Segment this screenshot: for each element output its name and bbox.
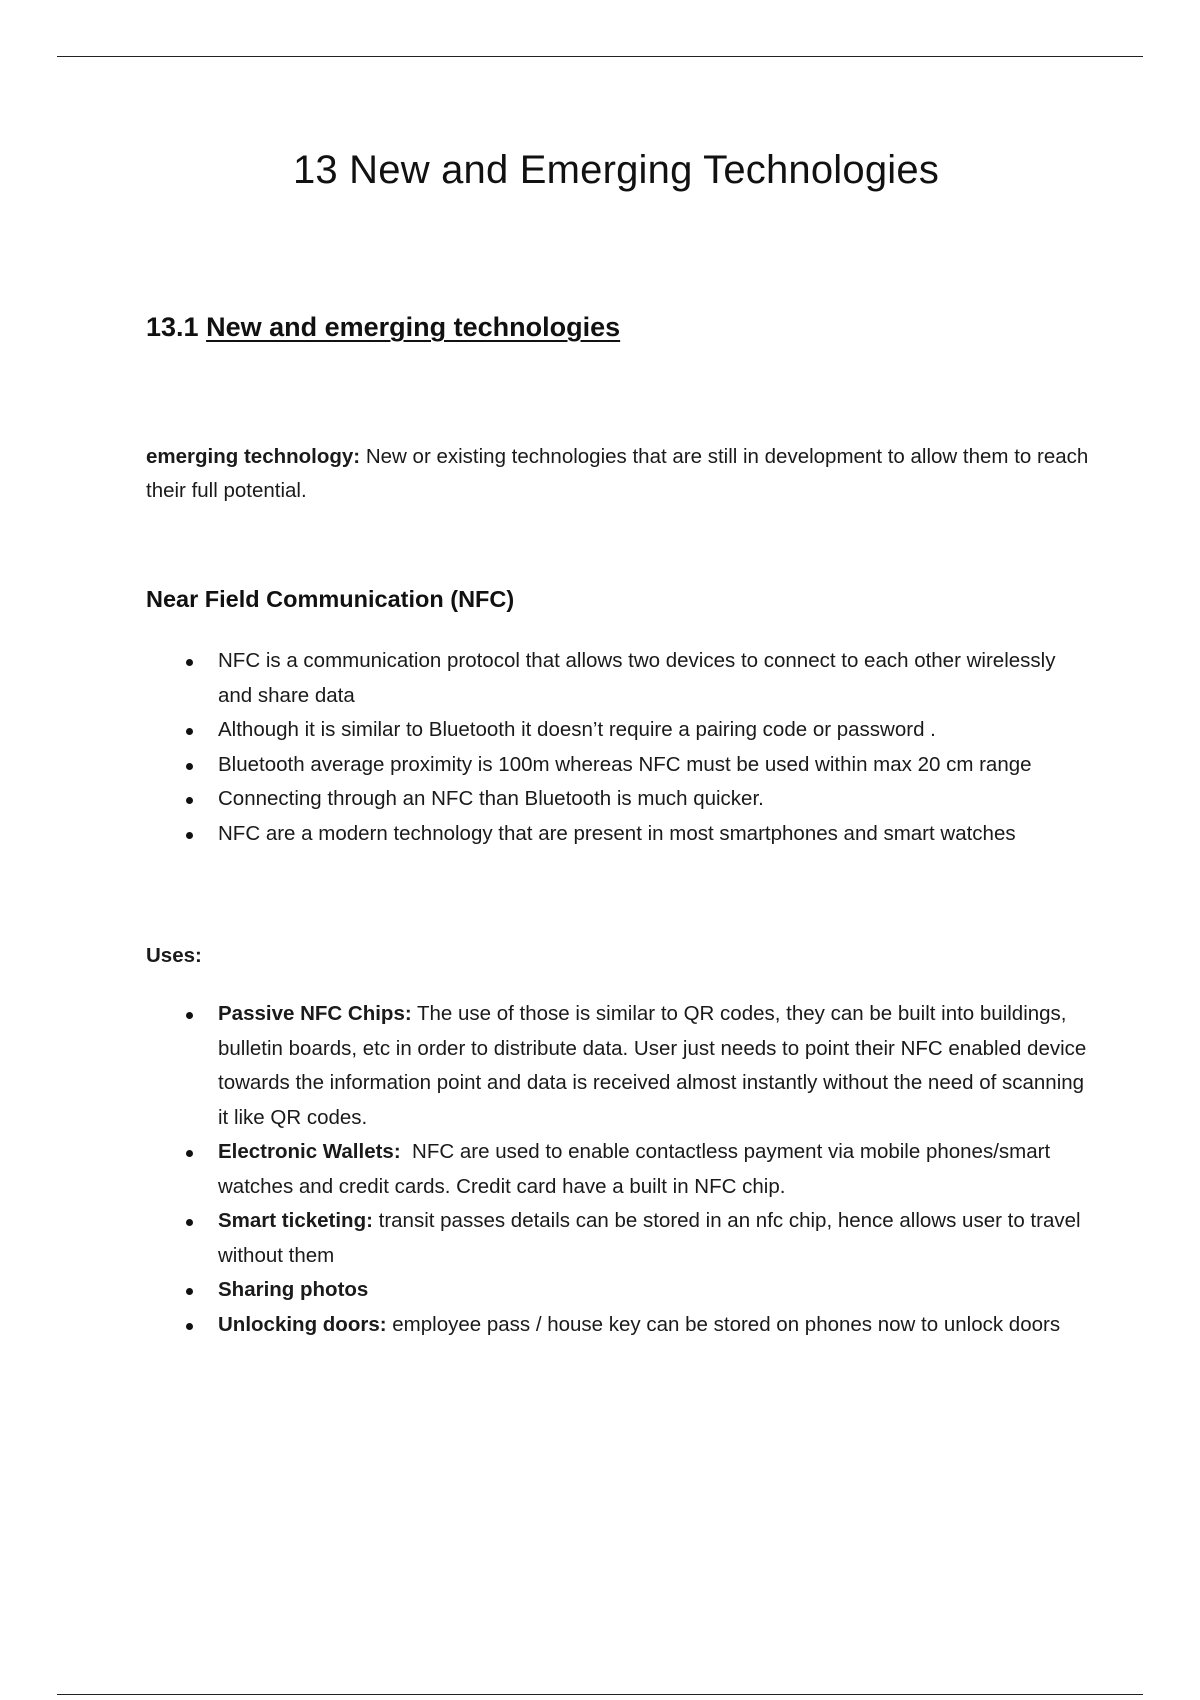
uses-bullet-item xyxy=(146,1308,1091,1343)
uses-bullet-item xyxy=(146,1273,1091,1308)
use-text: transit passes details can be stored in an nfc chip, hence allows user to travel without them xyxy=(218,1209,1081,1267)
bullet-dot-icon xyxy=(186,659,193,666)
use-text: NFC are used to enable contactless payment via mobile phones/smart watches and credit cards. Credit card have a built in NFC chip. xyxy=(218,1140,1056,1198)
bullet-dot-icon xyxy=(186,763,193,770)
section-number: 13.1 xyxy=(146,312,199,342)
uses-label: Uses: xyxy=(146,944,202,967)
bullet-dot-icon xyxy=(186,1150,193,1157)
bullet-dot-icon xyxy=(186,1219,193,1226)
document-title: 13 New and Emerging Technologies xyxy=(292,148,940,192)
bullet-dot-icon xyxy=(186,1323,193,1330)
nfc-bullet-text: Bluetooth average proximity is 100m whereas NFC must be used within max 20 cm range xyxy=(218,752,1032,776)
nfc-bullet-item xyxy=(146,644,1091,713)
nfc-bullet-list xyxy=(146,644,1091,851)
use-term: Unlocking doors: xyxy=(218,1312,387,1336)
uses-bullet-item xyxy=(146,1204,1091,1273)
use-text: The use of those is similar to QR codes, they can be built into buildings, bulletin boards, etc in order to distribute data. User just needs to point their NFC enabled device towards the information point and data is received almost instantly without the need of scanning it like QR codes. xyxy=(218,1002,1087,1129)
section-title: New and emerging technologies xyxy=(206,312,621,342)
use-term: Electronic Wallets: xyxy=(218,1140,401,1163)
use-term: Smart ticketing: xyxy=(218,1209,373,1232)
top-rule xyxy=(57,56,1143,57)
use-text: employee pass / house key can be stored on phones now to unlock doors xyxy=(386,1312,1061,1336)
nfc-bullet-text: Although it is similar to Bluetooth it doesn’t require a pairing code or password . xyxy=(218,718,936,741)
bullet-dot-icon xyxy=(186,1288,193,1295)
bullet-dot-icon xyxy=(186,728,193,735)
nfc-bullet-item xyxy=(146,782,1091,817)
nfc-bullet-item xyxy=(146,713,1091,748)
uses-bullet-item xyxy=(146,1135,1091,1204)
nfc-heading: Near Field Communication (NFC) xyxy=(146,586,515,612)
bottom-rule xyxy=(57,1694,1143,1695)
nfc-bullet-item xyxy=(146,748,1091,783)
bullet-dot-icon xyxy=(186,797,193,804)
bullet-dot-icon xyxy=(186,1012,193,1019)
bullet-dot-icon xyxy=(186,832,193,839)
definition-term: emerging technology: xyxy=(146,445,361,468)
definition-paragraph xyxy=(146,440,1091,508)
section-heading xyxy=(146,312,620,343)
nfc-bullet-item xyxy=(146,817,1091,852)
nfc-bullet-text: NFC are a modern technology that are present in most smartphones and smart watches xyxy=(218,821,1016,845)
use-term: Passive NFC Chips: xyxy=(218,1002,412,1025)
definition-text: New or existing technologies that are still in development to allow them to reach their full potential. xyxy=(146,445,1089,502)
nfc-bullet-text: NFC is a communication protocol that allows two devices to connect to each other wirelessly and share data xyxy=(218,649,1056,707)
uses-bullet-item xyxy=(146,997,1091,1135)
use-term: Sharing photos xyxy=(218,1278,369,1301)
uses-bullet-list xyxy=(146,997,1091,1342)
nfc-bullet-text: Connecting through an NFC than Bluetooth is much quicker. xyxy=(218,787,764,810)
